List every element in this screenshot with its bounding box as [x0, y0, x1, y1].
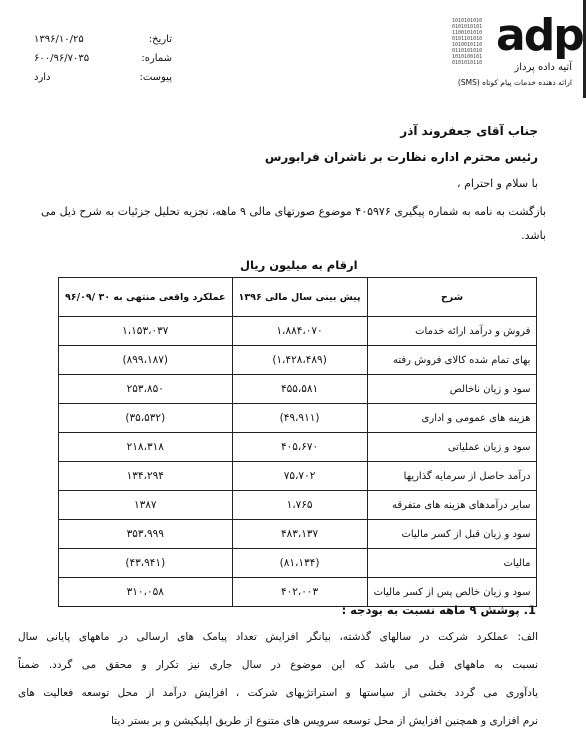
- row-actual: ۲۱۸،۳۱۸: [59, 433, 233, 462]
- intro-paragraph: بازگشت به نامه به شماره پیگیری ۴۰۵۹۷۶ موضوع صورتهای مالی ۹ ماهه، تجزیه تحلیل جزئیات به شرح ذیل می باشد.: [41, 205, 547, 242]
- header-forecast: پیش بینی سال مالی ۱۳۹۶: [232, 278, 367, 317]
- attachment-label: پیوست:: [139, 72, 172, 83]
- row-actual: ۳۵۳،۹۹۹: [59, 520, 233, 549]
- table-row: [59, 433, 537, 462]
- row-actual: ۲۵۳،۸۵۰: [59, 375, 233, 404]
- row-forecast: (۸۱،۱۳۴): [232, 549, 367, 578]
- row-description: سود و زیان خالص پس از کسر مالیات: [367, 578, 537, 607]
- recipient-position: رئیس محترم اداره نظارت بر ناشران فرابورس: [264, 150, 538, 164]
- row-description: بهای تمام شده کالای فروش رفته: [367, 346, 537, 375]
- date-label: تاریخ:: [148, 34, 172, 45]
- table-row: [59, 375, 537, 404]
- row-description: هزینه های عمومی و اداری: [367, 404, 537, 433]
- logo-binary-pattern: 1010101010 0101010101 1100101010 0101101010 1010010110 0110101010 1010100101 0101010110: [452, 18, 483, 66]
- header-description: شرح: [367, 278, 537, 317]
- header-actual: عملکرد واقعی منتهی به ۳۰ /۹۶/۰۹: [59, 278, 233, 317]
- attachment-value: دارد: [34, 72, 51, 83]
- section-paragraph: [18, 623, 538, 735]
- row-actual: (۸۹۹،۱۸۷): [59, 346, 233, 375]
- row-forecast: ۴۰۲،۰۰۳: [232, 578, 367, 607]
- row-description: درآمد حاصل از سرمایه گذاریها: [367, 462, 537, 491]
- meta-date: [32, 30, 172, 49]
- table-row: [59, 404, 537, 433]
- row-forecast: ۴۵۵،۵۸۱: [232, 375, 367, 404]
- row-forecast: (۴۹،۹۱۱): [232, 404, 367, 433]
- table-row: [59, 462, 537, 491]
- date-value: ۱۳۹۶/۱۰/۲۵: [34, 34, 84, 45]
- row-description: سود و زیان ناخالص: [367, 375, 537, 404]
- table-row: [59, 346, 537, 375]
- company-tagline: ارائه دهنده خدمات پیام کوتاه (SMS): [457, 78, 572, 87]
- row-description: سود و زیان عملیاتی: [367, 433, 537, 462]
- meta-attachment: [32, 68, 172, 87]
- paragraph-line: الف: عملکرد شرکت در سالهای گذشته، بیانگر افزایش تعداد پیامک های ارسالی در ماههای پایانی سال: [18, 631, 538, 643]
- row-actual: (۴۳،۹۴۱): [59, 549, 233, 578]
- row-forecast: (۱،۴۲۸،۴۸۹): [232, 346, 367, 375]
- table-row: [59, 491, 537, 520]
- letter-meta: [32, 30, 172, 87]
- company-name: آتیه داده پرداز: [514, 62, 572, 73]
- company-logo: [450, 8, 583, 92]
- row-actual: (۳۵،۵۳۲): [59, 404, 233, 433]
- paragraph-line: نرم افزاری و همچنین افزایش از محل توسعه سرویس های متنوع از طریق اپلیکیشن و بر بستر دیتا: [110, 715, 538, 727]
- paragraph-line: نسبت به ماههای قبل می باشد که این موضوع در سال جاری نیز تکرار و محقق می گردد. ضمناً: [18, 659, 538, 671]
- row-description: مالیات: [367, 549, 537, 578]
- paragraph-line: یادآوری می گردد بخشی از سیاستها و استراتژیهای شرکت ، افزایش درآمد از محل توسعه فعالیت های: [18, 687, 538, 699]
- row-forecast: ۱،۸۸۴،۰۷۰: [232, 317, 367, 346]
- row-description: سود و زیان قبل از کسر مالیات: [367, 520, 537, 549]
- table-title: ارقام به میلیون ریال: [240, 258, 358, 272]
- row-actual: ۱۳۸۷: [59, 491, 233, 520]
- row-forecast: ۷۵،۷۰۲: [232, 462, 367, 491]
- row-forecast: ۴۰۵،۶۷۰: [232, 433, 367, 462]
- recipient: جناب آقای جعفروند آذر: [400, 124, 538, 138]
- meta-number: [32, 49, 172, 68]
- logo-wordmark: adp: [496, 10, 583, 61]
- greeting: با سلام و احترام ،: [457, 177, 538, 190]
- financial-table: [58, 277, 537, 607]
- row-actual: ۱۳۴،۲۹۴: [59, 462, 233, 491]
- row-description: سایر درآمدهای هزینه های متفرقه: [367, 491, 537, 520]
- row-forecast: ۴۸۳،۱۳۷: [232, 520, 367, 549]
- number-value: ۶۰۰/۹۶/۷۰۳۵: [34, 53, 90, 64]
- row-actual: ۱،۱۵۳،۰۳۷: [59, 317, 233, 346]
- number-label: شماره:: [141, 53, 172, 64]
- section-heading: 1. پوشش ۹ ماهه نسبت به بودجه :: [341, 603, 536, 617]
- table-row: [59, 549, 537, 578]
- row-forecast: ۱،۷۶۵: [232, 491, 367, 520]
- row-actual: ۳۱۰،۰۵۸: [59, 578, 233, 607]
- row-description: فروش و درآمد ارائه خدمات: [367, 317, 537, 346]
- table-header-row: [59, 278, 537, 317]
- table-row: [59, 520, 537, 549]
- table-row: [59, 317, 537, 346]
